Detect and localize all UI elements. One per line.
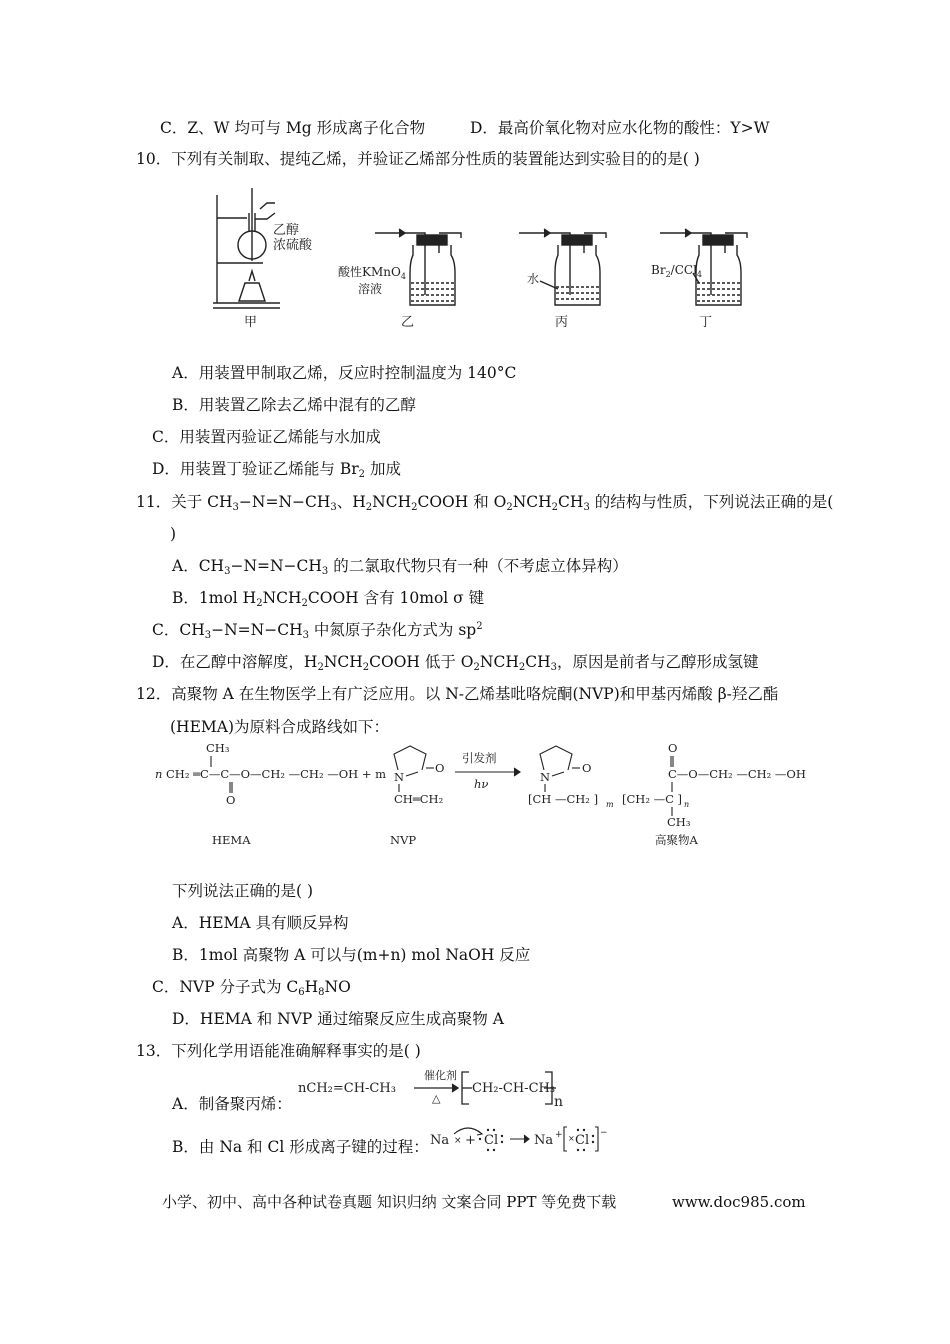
- q13-stem: 13．下列化学用语能准确解释事实的是( ): [136, 1042, 421, 1060]
- scheme-prod-chain2: [CH₂ —C ]: [622, 792, 683, 806]
- scheme-nvp-o: O: [435, 761, 445, 775]
- scheme-label-nvp: NVP: [390, 833, 417, 847]
- eq-b-na-ion: Na: [534, 1133, 554, 1148]
- q12-option-a: A．HEMA 具有顺反异构: [172, 914, 349, 932]
- q13-option-a: A．制备聚丙烯：: [172, 1095, 292, 1113]
- scheme-prod-ch3: CH₃: [667, 815, 691, 829]
- eq-b-plus: +: [465, 1133, 476, 1148]
- q12-option-d: D．HEMA 和 NVP 通过缩聚反应生成高聚物 A: [172, 1010, 504, 1028]
- eq-b-cl-ion: Cl: [575, 1133, 590, 1148]
- eq-a-n: n: [554, 1094, 564, 1110]
- q9-option-d: D．最高价氧化物对应水化物的酸性：Y>W: [470, 119, 770, 137]
- q12-option-c: C．NVP 分子式为 $C_6H_8NO$: [152, 978, 351, 998]
- eq-a-reactant: nCH₂=CH-CH₃: [298, 1081, 396, 1096]
- q13-equation-b: [428, 1122, 618, 1158]
- q10-yi-reagent2: 溶液: [358, 282, 383, 296]
- scheme-reagent: 引发剂: [462, 751, 497, 765]
- q11-option-d: D．在乙醇中溶解度，$H_2NCH_2COOH$ 低于 $O_2NCH_2CH_3$，原因是前者与乙醇形成氢键: [152, 653, 759, 673]
- q10-apparatus-figure: [205, 183, 765, 333]
- scheme-prod-ring-o: O: [582, 761, 592, 775]
- q10-stem: 10．下列有关制取、提纯乙烯，并验证乙烯部分性质的装置能达到实验目的的是( ): [136, 150, 700, 168]
- q11-stem-continued: ): [170, 525, 177, 543]
- q10-jia-reagent2: 浓硫酸: [273, 238, 313, 253]
- scheme-hema-ch3: CH₃: [206, 741, 230, 755]
- scheme-prod-o-top: O: [668, 741, 678, 755]
- q11-stem: 11．关于 $CH_3-N=N-CH_3$、$H_2NCH_2COOH$ 和 $O_2NCH_2CH_3$ 的结构与性质，下列说法正确的是(: [136, 493, 834, 513]
- scheme-hema-o: O: [226, 793, 236, 807]
- scheme-n: n: [155, 767, 163, 781]
- q10-bing-reagent: 水: [527, 272, 540, 286]
- q10-label-yi: 乙: [401, 315, 415, 330]
- q12-option-b: B．1mol 高聚物 A 可以与(m+n) mol NaOH 反应: [172, 946, 531, 964]
- q10-option-c: C．用装置丙验证乙烯能与水加成: [152, 428, 381, 446]
- q10-label-jia: 甲: [244, 315, 258, 330]
- q10-yi-reagent1: 酸性KMnO$_4$: [338, 265, 406, 281]
- q10-jia-reagent1: 乙醇: [273, 223, 300, 238]
- q12-stem-line1: 12．高聚物 A 在生物医学上有广泛应用。以 N-乙烯基吡咯烷酮(NVP)和甲基丙烯酸 β-羟乙酯: [136, 685, 779, 703]
- q12-stem-line2: (HEMA)为原料合成路线如下：: [170, 718, 389, 736]
- scheme-label-hema: HEMA: [212, 833, 251, 847]
- scheme-prod-n-sub: n: [684, 800, 690, 809]
- q10-label-bing: 丙: [555, 315, 569, 330]
- q10-ding-reagent: $Br_2/CCl_4$: [651, 263, 702, 279]
- eq-a-product: CH₂-CH-CH₃: [472, 1081, 556, 1096]
- scheme-prod-ester: C—O—CH₂ —CH₂ —OH: [668, 767, 806, 781]
- footer-url[interactable]: www.doc985.com: [672, 1193, 806, 1211]
- scheme-hv: hν: [474, 777, 489, 791]
- eq-a-catalyst: 催化剂: [424, 1069, 457, 1082]
- q9-option-c: C．Z、W 均可与 Mg 形成离子化合物: [160, 119, 426, 137]
- eq-b-na: Na: [430, 1133, 450, 1148]
- scheme-prod-chain1: [CH —CH₂ ]: [528, 792, 599, 806]
- q11-option-c: C．$CH_3-N=N-CH_3$ 中氮原子杂化方式为 $sp^2$: [152, 621, 483, 641]
- q13-option-b: B．由 Na 和 Cl 形成离子键的过程：: [172, 1138, 429, 1156]
- scheme-label-polymer: 高聚物A: [655, 833, 698, 847]
- eq-a-heat: △: [432, 1092, 441, 1105]
- q10-label-ding: 丁: [699, 315, 713, 330]
- scheme-hema-formula: CH₂ ═C—C—O—CH₂ —CH₂ —OH + m: [166, 767, 387, 781]
- scheme-prod-m: m: [606, 800, 614, 809]
- svg-text:×: ×: [454, 1136, 462, 1146]
- q10-option-b: B．用装置乙除去乙烯中混有的乙醇: [172, 396, 416, 414]
- footer-text: 小学、初中、高中各种试卷真题 知识归纳 文案合同 PPT 等免费下载: [162, 1193, 617, 1211]
- q11-option-a: A．$CH_3-N=N-CH_3$ 的二氯取代物只有一种（不考虑立体异构）: [172, 557, 628, 577]
- q10-option-a: A．用装置甲制取乙烯，反应时控制温度为 140°C: [172, 364, 517, 382]
- q12-ask: 下列说法正确的是( ): [172, 882, 314, 900]
- eq-b-cl: Cl: [484, 1133, 499, 1148]
- svg-text:×: ×: [568, 1134, 575, 1143]
- q13-equation-a: [298, 1066, 578, 1112]
- scheme-nvp-vinyl: CH═CH₂: [394, 792, 444, 806]
- q11-option-b: B．1mol $H_2NCH_2COOH$ 含有 10mol σ 键: [172, 589, 485, 609]
- q12-synthesis-scheme: [150, 740, 830, 860]
- q10-option-d: D．用装置丁验证乙烯能与 $Br_2$ 加成: [152, 460, 401, 480]
- scheme-nvp-n: N: [394, 770, 405, 784]
- svg-text:−: −: [600, 1128, 608, 1138]
- svg-text:+: +: [555, 1130, 563, 1140]
- scheme-prod-n: N: [540, 770, 551, 784]
